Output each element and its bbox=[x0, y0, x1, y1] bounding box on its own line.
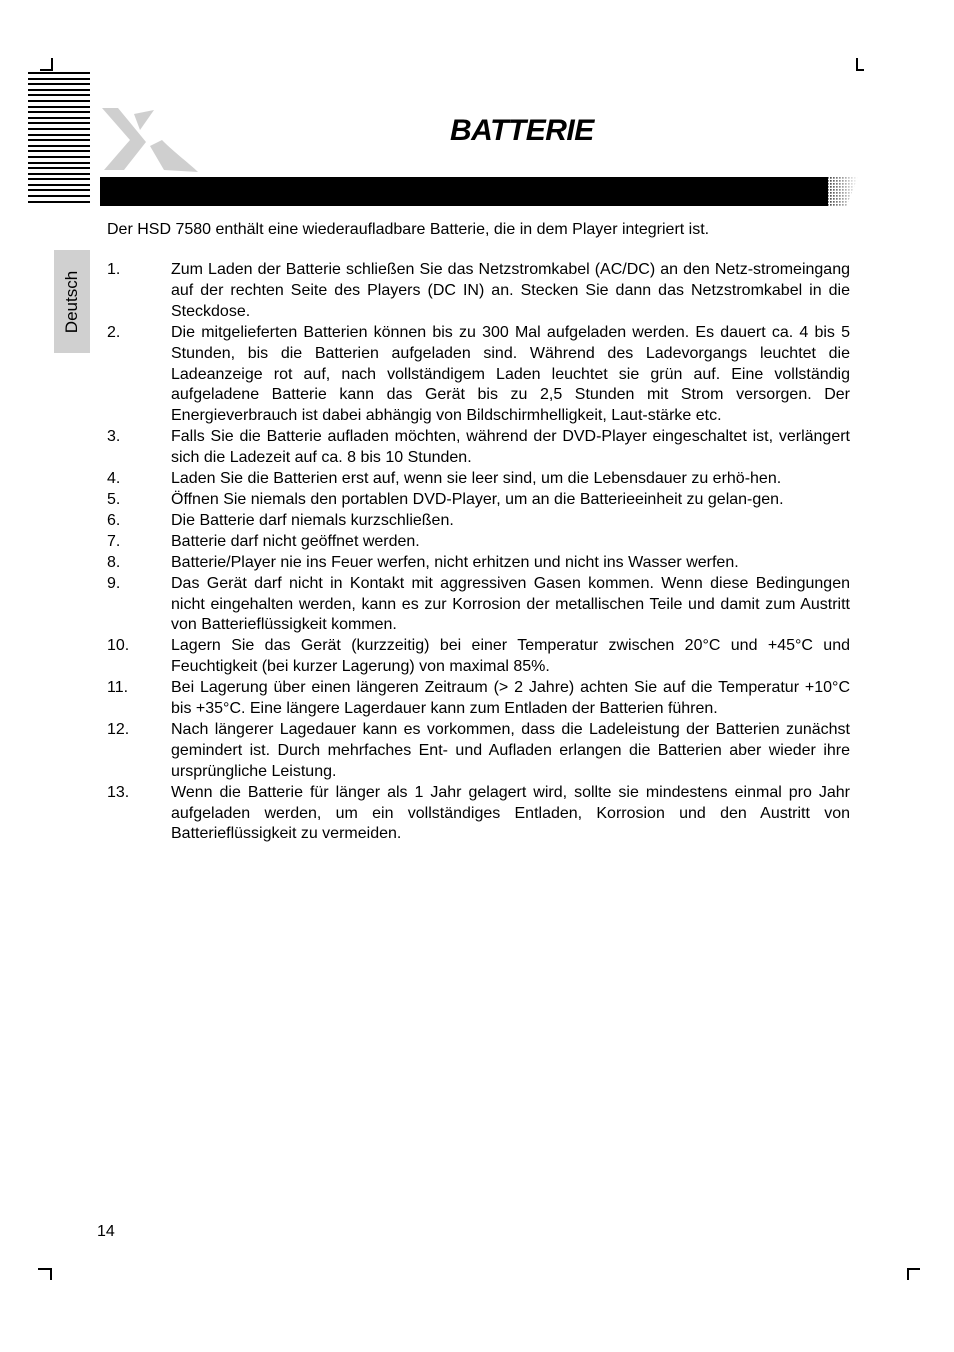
page-number: 14 bbox=[97, 1223, 115, 1240]
stripe-decoration bbox=[28, 72, 90, 200]
item-text: Laden Sie die Batterien erst auf, wenn sie leer sind, um die Lebensdauer zu erhö-hen. bbox=[171, 470, 782, 488]
list-item bbox=[107, 532, 850, 553]
x-brand-logo bbox=[94, 100, 204, 180]
list-item bbox=[107, 553, 850, 574]
item-number: 12. bbox=[107, 720, 130, 738]
list-item bbox=[107, 720, 850, 783]
intro-paragraph: Der HSD 7580 enthält eine wiederaufladbare Batterie, die in dem Player integriert ist. bbox=[107, 221, 710, 238]
language-tab bbox=[54, 250, 90, 353]
item-text: Bei Lagerung über einen längeren Zeitraum (> 2 Jahre) achten Sie auf die Temperatur +10°C bis +35°C. Eine längere Lagerdauer kann zum Entladen der Batterien führen. bbox=[171, 679, 850, 718]
list-item bbox=[107, 511, 850, 532]
list-item bbox=[107, 260, 850, 323]
list-item bbox=[107, 783, 850, 846]
header-bar bbox=[100, 177, 828, 206]
item-text: Falls Sie die Batterie aufladen möchten, während der DVD-Player eingeschaltet ist, verlängert sich die Ladezeit auf ca. 8 bis 10 Stunden. bbox=[171, 428, 850, 467]
list-item bbox=[107, 427, 850, 469]
list-item bbox=[107, 469, 850, 490]
item-text: Zum Laden der Batterie schließen Sie das Netzstromkabel (AC/DC) an den Netz-stromeingang auf der rechten Seite des Players (DC IN) an. Stecken Sie dann das Netzstromkabel in die Steckdose. bbox=[171, 261, 850, 320]
item-text: Batterie/Player nie ins Feuer werfen, nicht erhitzen und nicht ins Wasser werfen. bbox=[171, 553, 739, 571]
item-number: 4. bbox=[107, 470, 121, 488]
instruction-list bbox=[107, 260, 850, 845]
list-item bbox=[107, 574, 850, 637]
list-item bbox=[107, 678, 850, 720]
item-text: Das Gerät darf nicht in Kontakt mit aggressiven Gasen kommen. Wenn diese Bedingungen nicht eingehalten werden, kann es zur Korrosion der metallischen Teile und damit zum Austritt von Batterieflüssigkeit kommen. bbox=[171, 574, 850, 634]
item-text: Öffnen Sie niemals den portablen DVD-Player, um an die Batterieeinheit zu gelan-gen. bbox=[171, 490, 784, 508]
language-tab-label: Deutsch bbox=[62, 270, 81, 333]
page-title: BATTERIE bbox=[450, 114, 594, 147]
list-item bbox=[107, 490, 850, 511]
item-text: Lagern Sie das Gerät (kurzzeitig) bei einer Temperatur zwischen 20°C und +45°C und Feuchtigkeit (bei kurzer Lagerung) von maximal 85%. bbox=[171, 637, 850, 676]
item-number: 5. bbox=[107, 490, 121, 508]
item-number: 7. bbox=[107, 532, 121, 550]
item-number: 3. bbox=[107, 428, 121, 446]
item-number: 1. bbox=[107, 261, 121, 278]
item-number: 2. bbox=[107, 323, 121, 341]
item-number: 13. bbox=[107, 783, 130, 801]
item-text: Die Batterie darf niemals kurzschließen. bbox=[171, 511, 454, 529]
item-text: Nach längerer Lagedauer kann es vorkommen, dass die Ladeleistung der Batterien zunächst gemindert ist. Durch mehrfaches Ent- und Aufladen erlangen die Batterien aber wieder ihre ursprüngliche Leistung. bbox=[171, 720, 850, 780]
item-number: 9. bbox=[107, 574, 121, 592]
item-number: 10. bbox=[107, 637, 130, 655]
item-text: Batterie darf nicht geöffnet werden. bbox=[171, 532, 420, 550]
dot-pattern-decoration bbox=[818, 177, 858, 207]
list-item bbox=[107, 636, 850, 678]
item-number: 11. bbox=[107, 679, 129, 697]
item-number: 8. bbox=[107, 553, 121, 571]
item-text: Wenn die Batterie für länger als 1 Jahr gelagert wird, sollte sie mindestens einmal pro Jahr aufgeladen werden, um ein vollständiges Entladen, Korrosion und den Austritt von Batterieflüssigkeit zu vermeiden. bbox=[171, 783, 850, 843]
item-number: 6. bbox=[107, 511, 121, 529]
list-item bbox=[107, 323, 850, 428]
item-text: Die mitgelieferten Batterien können bis zu 300 Mal aufgeladen werden. Es dauert ca. 4 bis 5 Stunden, bis die Batterien aufgeladen sind. Während des Ladevorgangs leuchtet die Ladeanzeige rot auf, nach vollständigem Laden leuchtet sie grün auf. Eine vollständig aufgeladene Batterie kann das Gerät bis zu 2,5 Stunden mit Strom versorgen. Der Energieverbrauch ist dabei abhängig von Bildschirmhelligkeit, Laut-stärke etc. bbox=[171, 323, 850, 425]
